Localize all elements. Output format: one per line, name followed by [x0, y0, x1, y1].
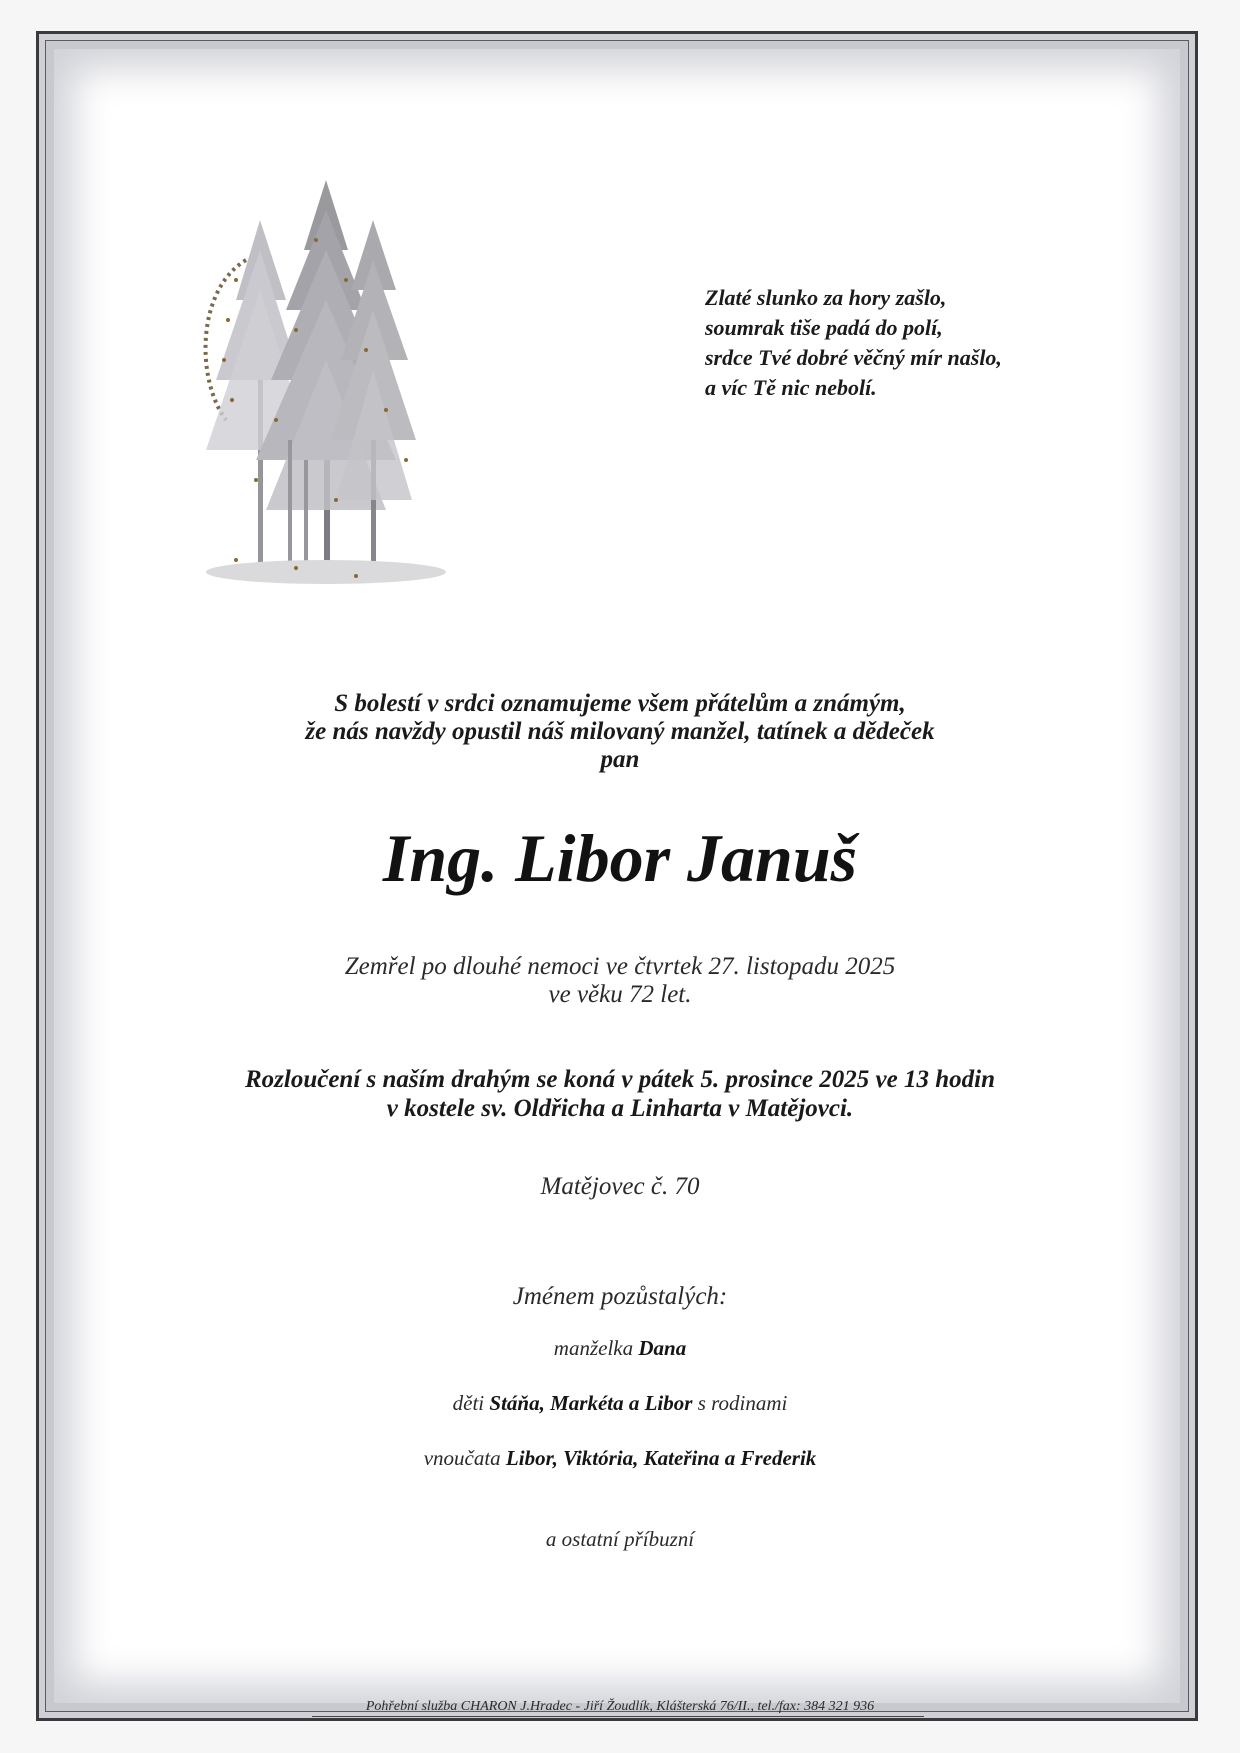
announcement-line: S bolestí v srdci oznamujeme všem přátelům a známým,: [334, 690, 906, 717]
poem-line: srdce Tvé dobré věčný mír našlo,: [705, 345, 1002, 370]
children-suffix: s rodinami: [697, 1391, 788, 1415]
wife-prefix: manželka: [553, 1336, 634, 1360]
address: Matějovec č. 70: [540, 1173, 700, 1200]
mourner-others: a ostatní příbuzní: [545, 1527, 695, 1551]
farewell-line: Rozloučení s naším drahým se koná v pátek 5. prosince 2025 ve 13 hodin: [244, 1066, 996, 1093]
deceased-name: Ing. Libor Januš: [382, 820, 858, 896]
mourners-title: Jménem pozůstalých:: [512, 1283, 728, 1310]
poem-line: a víc Tě nic nebolí.: [705, 375, 877, 400]
death-info: [0, 953, 1240, 1009]
mourner-grandchildren: [0, 1445, 1240, 1471]
death-info-line: Zemřel po dlouhé nemoci ve čtvrtek 27. listopadu 2025: [344, 953, 896, 980]
death-info-line: ve věku 72 let.: [548, 981, 692, 1008]
footer-underline: [312, 1716, 924, 1717]
announcement-line: že nás navždy opustil náš milovaný manžel, tatínek a dědeček: [305, 718, 935, 745]
announcement: [0, 690, 1240, 774]
children-prefix: děti: [452, 1391, 485, 1415]
poem: [705, 283, 1125, 403]
grandchildren-prefix: vnoučata: [423, 1446, 501, 1470]
poem-line: soumrak tiše padá do polí,: [705, 315, 943, 340]
announcement-line: pan: [600, 746, 640, 773]
poem-line: Zlaté slunko za hory zašlo,: [705, 285, 947, 310]
farewell-line: v kostele sv. Oldřicha a Linharta v Matějovci.: [386, 1095, 854, 1122]
trees-illustration: [176, 180, 466, 640]
mourner-wife: [0, 1335, 1240, 1361]
funeral-service-footer: Pohřební služba CHARON J.Hradec - Jiří Žoudlík, Klášterská 76/II., tel./fax: 384 321 936: [365, 1699, 875, 1714]
mourner-children: [0, 1390, 1240, 1416]
grandchildren-names: Libor, Viktória, Kateřina a Frederik: [505, 1446, 817, 1470]
children-names: Stáňa, Markéta a Libor: [489, 1391, 693, 1415]
farewell-info: [0, 1065, 1240, 1123]
wife-name: Dana: [638, 1336, 687, 1360]
